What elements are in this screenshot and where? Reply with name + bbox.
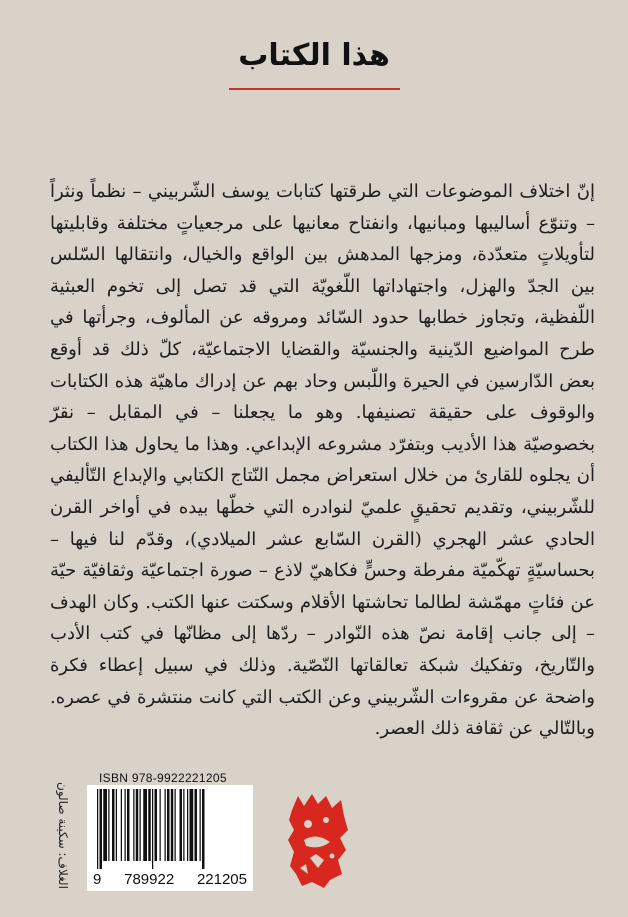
barcode-bar [195,789,198,861]
barcode-bar [171,789,174,861]
barcode-bar [183,789,184,861]
cover-credit: الغلاف: سكينة صالون [56,781,70,889]
barcode-bar [202,789,205,869]
title-underline [229,88,400,90]
barcode-bar [97,789,98,869]
barcode-bar [160,789,161,861]
barcode-bar [103,789,107,861]
blurb-paragraph: إنّ اختلاف الموضوعات التي طرقتها كتابات يوسف الشّربيني – نظماً ونثراً – وتنوّع أساليبها ومبانيها، وانفتاح معانيها على مرجعياتٍ مختلفة وقابليتها لتأويلاتٍ متعدّدة، ومزجها المدهش بين الواقع والخيال، وانتقالها السّلس بين الجدّ والهزل، واجتهاداتها اللّغويّة التي قد تصل إلى تخوم العبثية اللّفظية، وتجاوز خطابها حدود السّائد ومروقه عن المألوف، وجرأتها في طرح المواضيع الدّينية والجنسيّة والقضايا الاجتماعيّة، كلّ ذلك قد أوقع بعض الدّارسين في الحيرة واللّبس وحاد بهم عن إدراك ماهيّة هذه الكتابات والوقوف على حقيقة تصنيفها. وهو ما يجعلنا – في المقابل – نقرّ بخصوصيّة هذا الأديب وبتفرّد مشروعه الإبداعي. وهذا ما يحاول هذا الكتاب أن يجلوه للقارئ من خلال استعراض مجمل النّتاج الكتابي والإبداع التّأليفي للشّربيني، وتقديم تحقيقٍ علميّ لنوادره التي خطّها بيده في أواخر القرن الحادي عشر الهجري (القرن السّابع عشر الميلادي)، وقدّم لنا فيها – بحساسيّةٍ تهكّميّة مفرطة وحسٍّ فكاهيّ لاذع – صورة اجتماعيّة وثقافيّة حيّة عن فئاتٍ مهمّشة لطالما تحاشتها الأقلام وسكتت عنها الكتب. وكان الهدف – إلى جانب إقامة نصّ هذه النّوادر – ردّها إلى مظانّها في كتب الأدب والتّاريخ، وتفكيك شبكة تعالقاتها النّصّية. وذلك في سبيل إعطاء فكرة واضحة عن مقروءات الشّربيني وعن الكتب التي كانت منتشرة في عصره. وبالتّالي عن ثقافة ذلك العصر. [50,181,595,740]
barcode-bar [152,789,153,869]
barcode-digit-right: 221205 [196,871,247,888]
barcode-bar [136,789,139,861]
barcode-digits [87,871,253,888]
barcode-bar [155,789,158,861]
barcode-bars [97,789,243,869]
barcode-bar [180,789,183,861]
barcode-bar [175,789,176,861]
barcode-bar [121,789,122,861]
barcode-bar [167,789,170,861]
barcode-digit-prefix: 9 [93,871,102,888]
barcode-bar [133,789,134,861]
barcode-bar [187,789,188,861]
barcode-bar [108,789,109,861]
barcode-bar [148,789,151,861]
barcode-bar [200,789,201,861]
barcode-bar [140,789,141,861]
barcode-digit-left: 789922 [124,871,175,888]
barcode-bar [100,789,103,869]
page-title: هذا الكتاب [238,38,390,73]
barcode [87,785,253,891]
barcode-bar [127,789,130,861]
barcode-bar [165,789,166,861]
barcode-bar [190,789,194,861]
barcode-bar [125,789,126,861]
barcode-bar [112,789,115,861]
barcode-bar [116,789,117,861]
barcode-bar [143,789,147,861]
publisher-logo-icon [286,790,352,890]
isbn-label: ISBN 978-9922221205 [99,771,227,785]
